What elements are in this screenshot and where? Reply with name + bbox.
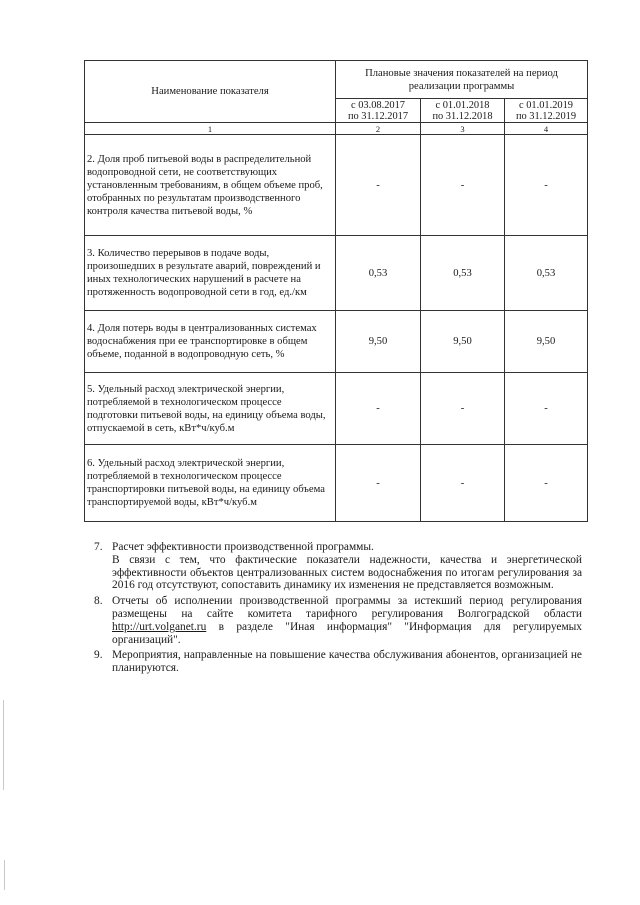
list-item — [94, 541, 582, 592]
scan-edge-mark — [4, 860, 5, 890]
indicator-value: - — [421, 445, 505, 522]
indicator-value: - — [421, 373, 505, 445]
indicator-value: - — [336, 373, 421, 445]
period-from: с 01.01.2018 — [435, 99, 490, 111]
indicator-value: 9,50 — [505, 311, 588, 373]
indicator-name: 5. Удельный расход электрической энергии, потребляемой в технологическом процессе подготовки питьевой воды, на единицу объема воды, отпускаемой в сеть, кВт*ч/куб.м — [85, 373, 336, 445]
item-number: 9. — [94, 649, 103, 662]
website-link[interactable]: http://urt.volganet.ru — [112, 620, 207, 633]
column-numbers-row — [85, 123, 588, 135]
indicator-value: 9,50 — [421, 311, 505, 373]
indicator-value: 0,53 — [421, 236, 505, 311]
period-to: по 31.12.2019 — [515, 110, 577, 122]
item-text: В связи с тем, что фактические показатели надежности, качества и энергетической эффективности объектов централизованных систем водоснабжения по итогам регулирования за 2016 год отсутствуют, сопоставить динамику их изменения не представляется возможным. — [112, 553, 582, 592]
indicator-value: 9,50 — [336, 311, 421, 373]
indicator-value: - — [505, 135, 588, 236]
period-from: с 03.08.2017 — [351, 99, 405, 111]
indicator-value: - — [336, 135, 421, 236]
item-number: 8. — [94, 595, 103, 608]
table-row — [85, 311, 588, 373]
column-number: 2 — [336, 123, 421, 135]
indicator-name: 6. Удельный расход электрической энергии, потребляемой в технологическом процессе транспортировки питьевой воды, на единицу объема транспортируемой воды, кВт*ч/куб.м — [85, 445, 336, 522]
table-row — [85, 445, 588, 522]
item-text: Мероприятия, направленные на повышение качества обслуживания абонентов, организацией не планируются. — [112, 649, 582, 675]
indicators-table — [84, 60, 588, 522]
period-from: с 01.01.2019 — [519, 99, 573, 111]
column-number: 1 — [85, 123, 336, 135]
item-text: Отчеты об исполнении производственной программы за истекший период регулирования размещены на сайте комитета тарифного регулирования Волгоградской области — [112, 595, 582, 620]
column-number: 4 — [505, 123, 588, 135]
header-period-2018 — [421, 99, 505, 123]
indicator-value: 0,53 — [505, 236, 588, 311]
period-to: по 31.12.2017 — [347, 110, 409, 122]
indicator-value: - — [336, 445, 421, 522]
table-row — [85, 236, 588, 311]
numbered-list — [94, 541, 582, 678]
scan-edge-mark — [3, 700, 4, 790]
indicator-value: - — [505, 373, 588, 445]
header-planned-values: Плановые значения показателей на период реализации программы — [336, 61, 588, 99]
header-period-2017 — [336, 99, 421, 123]
indicator-name: 4. Доля потерь воды в централизованных системах водоснабжения при ее транспортировке в общем объеме, поданной в водопроводную сеть, % — [85, 311, 336, 373]
indicator-value: - — [421, 135, 505, 236]
indicator-value: - — [505, 445, 588, 522]
table-row — [85, 373, 588, 445]
item-title: Расчет эффективности производственной программы. — [112, 541, 374, 553]
column-number: 3 — [421, 123, 505, 135]
item-number: 7. — [94, 541, 103, 553]
indicator-name: 3. Количество перерывов в подаче воды, произошедших в результате аварий, повреждений и иных технологических нарушений в расчете на протяженность водопроводной сети в год, ед./км — [85, 236, 336, 311]
item-text: в разделе "Иная информация" "Информация для регулируемых организаций". — [112, 620, 582, 646]
list-item — [94, 649, 582, 675]
indicator-value: 0,53 — [336, 236, 421, 311]
header-period-2019 — [505, 99, 588, 123]
header-indicator-name: Наименование показателя — [85, 61, 336, 123]
list-item — [94, 595, 582, 646]
period-to: по 31.12.2018 — [432, 110, 493, 122]
table-row — [85, 135, 588, 236]
indicator-name: 2. Доля проб питьевой воды в распределительной водопроводной сети, не соответствующих установленным требованиям, в общем объеме проб, отобранных по результатам производственного контроля качества питьевой воды, % — [85, 135, 336, 236]
